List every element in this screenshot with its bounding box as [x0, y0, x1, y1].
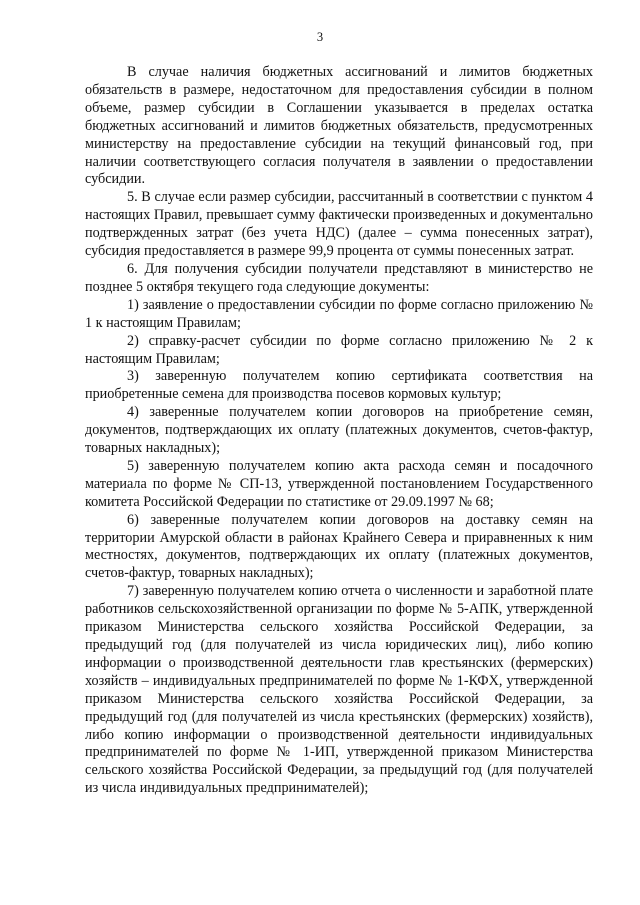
paragraph-item-5: 5. В случае если размер субсидии, рассчитанный в соответствии с пунктом 4 настоящих Правил, превышает сумму фактически произведенных и документально подтвержденных затрат (без учета НДС) (далее – сумма понесенных затрат), субсидия предоставляется в размере 99,9 процента от суммы понесенных затрат.	[85, 189, 593, 260]
page-number: 3	[316, 30, 324, 44]
list-item-4: 4) заверенные получателем копии договоров на приобретение семян, документов, подтверждающих их оплату (платежных документов, счетов-фактур, товарных накладных);	[85, 404, 593, 457]
paragraph-budget-limits: В случае наличия бюджетных ассигнований и лимитов бюджетных обязательств в размере, недостаточном для предоставления субсидии в полном объеме, размер субсидии в Соглашении указывается в пределах остатка бюджетных ассигнований и лимитов бюджетных обязательств, предусмотренных министерству на предоставление субсидии на текущий финансовый год, при наличии соответствующего согласия получателя в заявлении о предоставлении субсидии.	[85, 64, 593, 188]
document-body	[85, 64, 593, 798]
list-item-6: 6) заверенные получателем копии договоров на доставку семян на территории Амурской области в районах Крайнего Севера и приравненных к ним местностях, документов, подтверждающих их оплату (платежных документов, счетов-фактур, товарных накладных);	[85, 511, 593, 582]
list-item-5: 5) заверенную получателем копию акта расхода семян и посадочного материала по форме № СП-13, утвержденной постановлением Государственного комитета Российской Федерации по статистике от 29.09.1997 № 68;	[85, 457, 593, 510]
list-item-3: 3) заверенную получателем копию сертификата соответствия на приобретенные семена для производства посевов кормовых культур;	[85, 368, 593, 403]
list-item-2: 2) справку-расчет субсидии по форме согласно приложению № 2 к настоящим Правилам;	[85, 332, 593, 367]
list-item-7: 7) заверенную получателем копию отчета о численности и заработной плате работников сельскохозяйственной организации по форме № 5-АПК, утвержденной приказом Министерства сельского хозяйства Российской Федерации, за предыдущий год (для получателей из числа юридических лиц), либо копию информации о производственной деятельности глав крестьянских (фермерских) хозяйств – индивидуальных предпринимателей по форме № 1-КФХ, утвержденной приказом Министерства сельского хозяйства Российской Федерации, за предыдущий год (для получателей из числа крестьянских (фермерских) хозяйств), либо копию информации о производственной деятельности индивидуальных предпринимателей по форме № 1-ИП, утвержденной приказом Министерства сельского хозяйства Российской Федерации, за предыдущий год (для получателей из числа индивидуальных предпринимателей);	[85, 583, 593, 797]
paragraph-item-6: 6. Для получения субсидии получатели представляют в министерство не позднее 5 октября текущего года следующие документы:	[85, 260, 593, 295]
list-item-1: 1) заявление о предоставлении субсидии по форме согласно приложению № 1 к настоящим Правилам;	[85, 296, 593, 331]
